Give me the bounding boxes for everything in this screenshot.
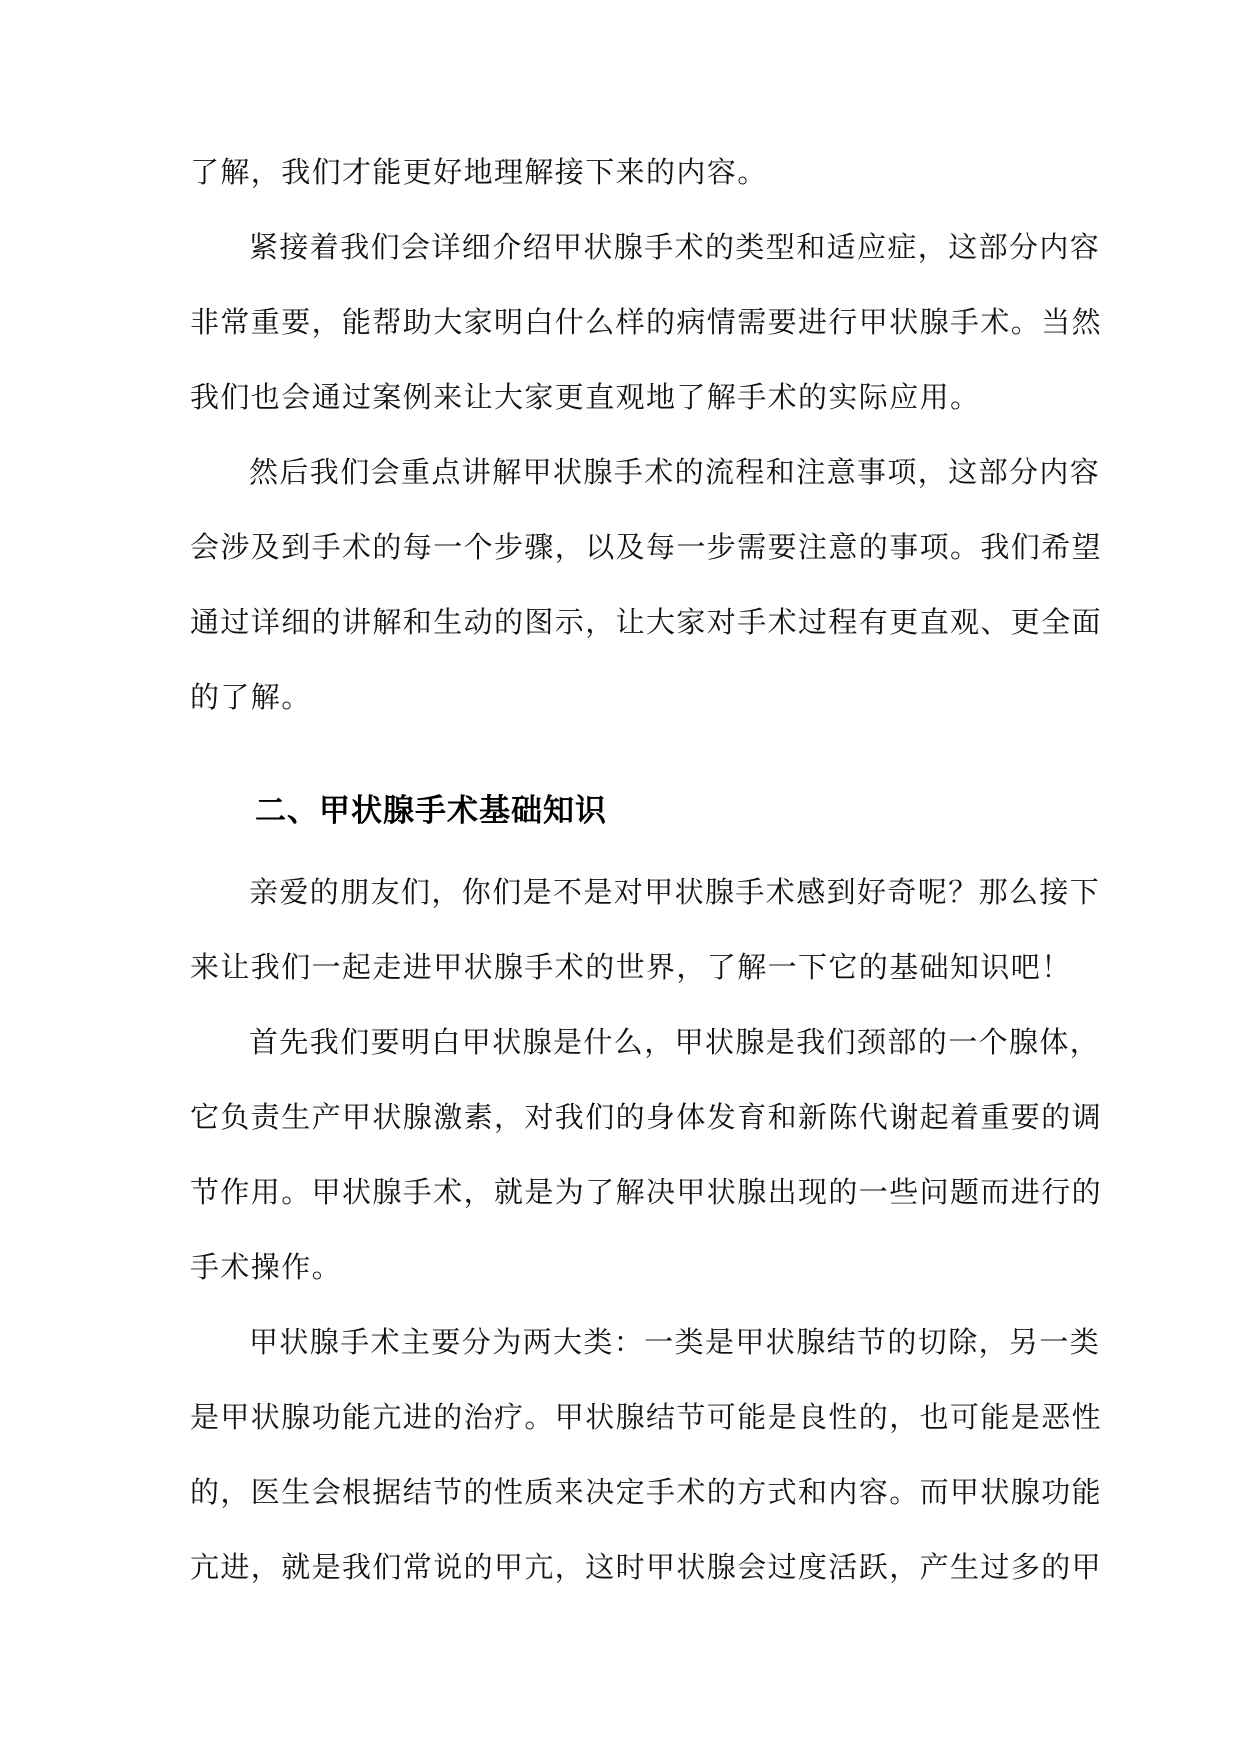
- paragraph-line: 然后我们会重点讲解甲状腺手术的流程和注意事项，这部分内容: [249, 455, 1101, 489]
- paragraph-line: 亢进，就是我们常说的甲亢，这时甲状腺会过度活跃，产生过多的甲: [190, 1550, 1103, 1584]
- paragraph-line: 的，医生会根据结节的性质来决定手术的方式和内容。而甲状腺功能: [190, 1475, 1103, 1509]
- paragraph-line: 了解，我们才能更好地理解接下来的内容。: [190, 155, 768, 189]
- paragraph-line: 的了解。: [190, 680, 312, 714]
- paragraph-line: 首先我们要明白甲状腺是什么，甲状腺是我们颈部的一个腺体，: [249, 1025, 1101, 1059]
- paragraph-line: 它负责生产甲状腺激素，对我们的身体发育和新陈代谢起着重要的调: [190, 1100, 1103, 1134]
- paragraph-line: 甲状腺手术主要分为两大类：一类是甲状腺结节的切除，另一类: [249, 1325, 1101, 1359]
- paragraph-line: 手术操作。: [190, 1250, 343, 1284]
- paragraph-line: 会涉及到手术的每一个步骤，以及每一步需要注意的事项。我们希望: [190, 530, 1103, 564]
- paragraph-line: 非常重要，能帮助大家明白什么样的病情需要进行甲状腺手术。当然: [190, 305, 1103, 339]
- paragraph-line: 来让我们一起走进甲状腺手术的世界，了解一下它的基础知识吧！: [190, 950, 1072, 984]
- paragraph-line: 通过详细的讲解和生动的图示，让大家对手术过程有更直观、更全面: [190, 605, 1103, 639]
- section-heading: 二、甲状腺手术基础知识: [255, 793, 607, 829]
- paragraph-line: 节作用。甲状腺手术，就是为了解决甲状腺出现的一些问题而进行的: [190, 1175, 1103, 1209]
- paragraph-line: 我们也会通过案例来让大家更直观地了解手术的实际应用。: [190, 380, 981, 414]
- paragraph-line: 亲爱的朋友们，你们是不是对甲状腺手术感到好奇呢？那么接下: [249, 875, 1101, 909]
- paragraph-line: 紧接着我们会详细介绍甲状腺手术的类型和适应症，这部分内容: [249, 230, 1101, 264]
- paragraph-line: 是甲状腺功能亢进的治疗。甲状腺结节可能是良性的，也可能是恶性: [190, 1400, 1103, 1434]
